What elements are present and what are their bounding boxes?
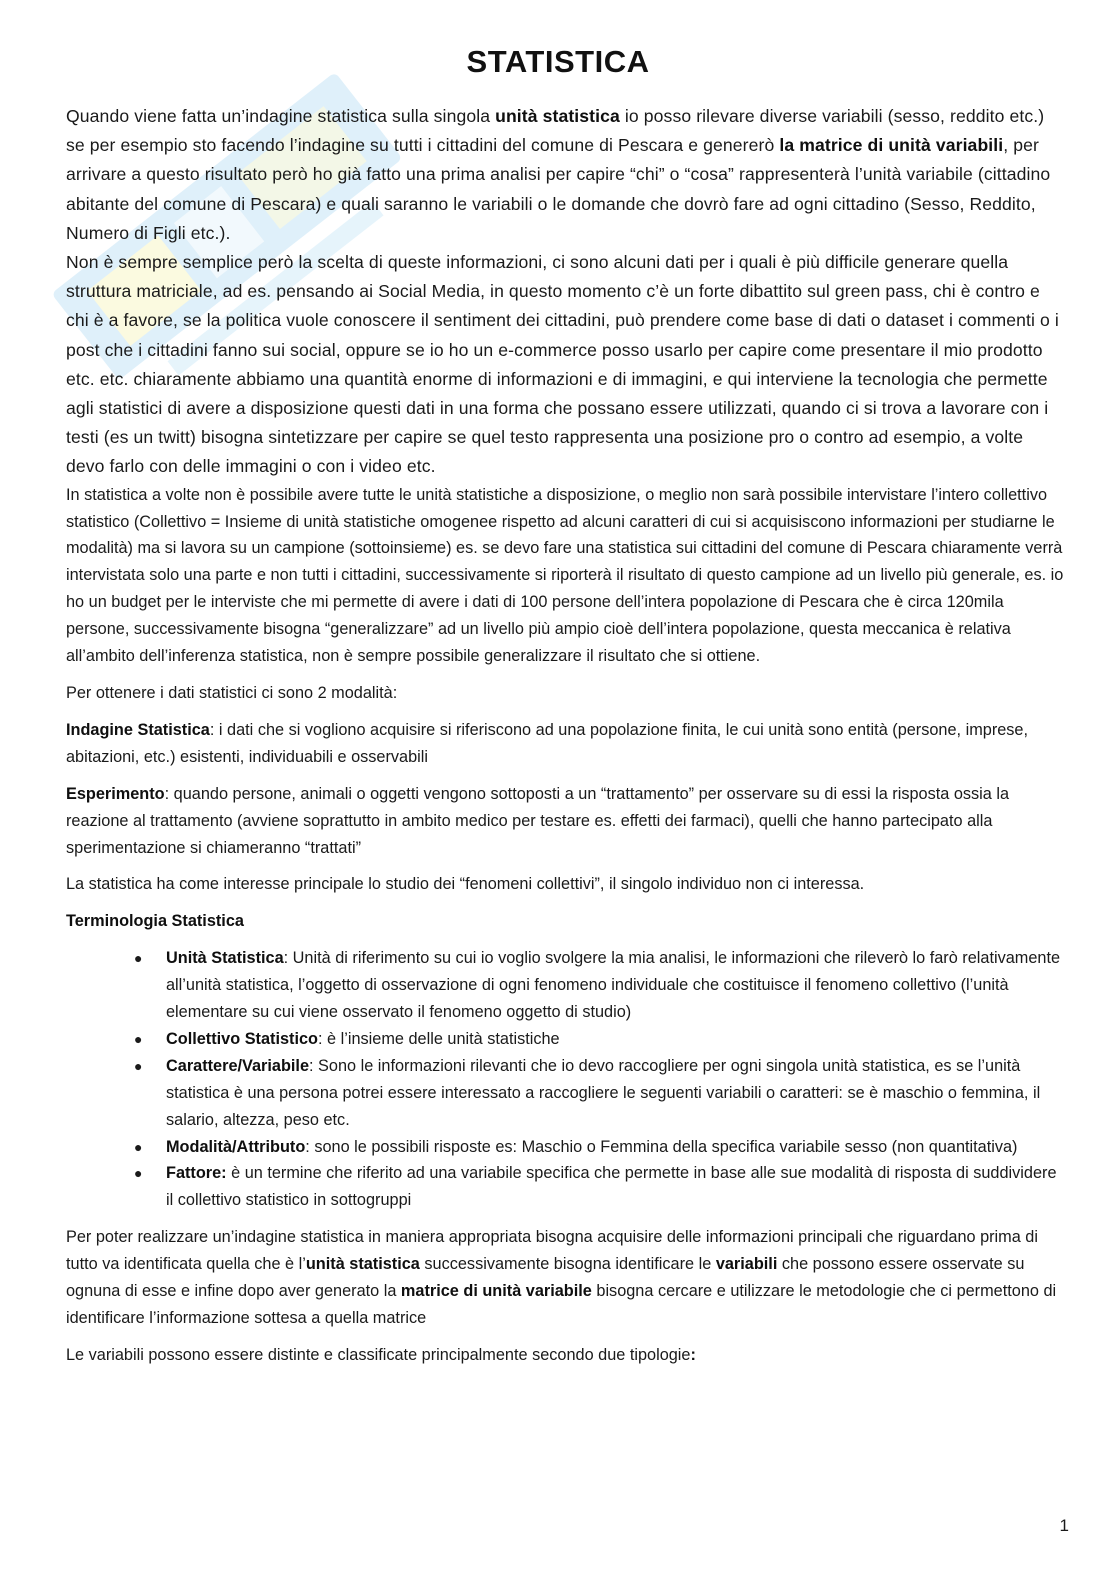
bold-term: Modalità/Attributo <box>166 1137 306 1156</box>
bold-term: unità statistica <box>495 106 620 126</box>
paragraph-indagine-appropriata <box>66 1224 1064 1332</box>
bold-term: Carattere/Variabile <box>166 1056 309 1075</box>
bullet-icon: ● <box>134 1138 143 1155</box>
paragraph-intro <box>66 102 1064 248</box>
paragraph-tipologie <box>66 1342 1064 1369</box>
bold-term: matrice di unità variabile <box>400 1282 592 1301</box>
paragraph-fenomeni-collettivi: La statistica ha come interesse principale lo studio dei “fenomeni collettivi”, il singolo individuo non ci interessa. <box>66 875 865 894</box>
text-run: : quando persone, animali o oggetti vengono sottoposti a un “trattamento” per osservare su di essi la risposta ossia la reazione al trattamento (avviene soprattutto in ambito medico per testare es. effetti dei farmaci), quelli che hanno partecipato alla sperimentazione si chiameranno “trattati” <box>66 784 1010 857</box>
bold-term: la matrice di unità variabili <box>779 135 1004 156</box>
bold-term: Unità Statistica <box>166 949 284 968</box>
text-run: : è l’insieme delle unità statistiche <box>317 1029 560 1048</box>
text-run: io posso rilevare diverse variabili (sesso, reddito etc.) se per esempio sto facendo l’indagine su tutti i cittadini del comune di Pescara e genererò <box>66 106 1045 156</box>
bold-term: : <box>690 1345 696 1364</box>
terminology-list <box>66 945 1064 1214</box>
paragraph-indagine <box>66 717 1064 771</box>
section-heading-terminologia <box>66 908 1064 935</box>
list-item <box>134 1134 1064 1161</box>
paragraph-social-media: Non è sempre semplice però la scelta di queste informazioni, ci sono alcuni dati per i quali è più difficile generare quella struttura matriciale, ad es. pensando ai Social Media, in questo momento c’è un forte dibattito sul green pass, chi è contro e chi è a favore, se la politica vuole conoscere il sentiment dei cittadini, può prendere come base di dati o dataset i commenti o i post che i cittadini fanno sui social, oppure se io ho un e-commerce posso usarlo per capire come presentare il mio prodotto etc. etc. chiaramente abbiamo una quantità enorme di informazioni e di immagini, e qui interviene la tecnologia che permette agli statistici di avere a disposizione questi dati in una forma che possano essere utilizzati, quando ci si trova a lavorare con i testi (es un twitt) bisogna sintetizzare per capire se quel testo rappresenta una posizione pro o contro ad esempio, a volte devo farlo con delle immagini o con i video etc. <box>66 252 1059 477</box>
list-item <box>134 1053 1064 1134</box>
list-item <box>134 1026 1064 1053</box>
bullet-icon: ● <box>134 1165 143 1182</box>
text-run: : Sono le informazioni rilevanti che io devo raccogliere per ogni singola unità statistica, es se l’unità statistica è una persona potrei essere interessato a raccogliere le seguenti variabili o caratteri: se è maschio o femmina, il salario, altezza, peso etc. <box>166 1056 1041 1129</box>
bullet-icon: ● <box>134 1030 143 1047</box>
page-number: 1 <box>1059 1516 1069 1535</box>
text-run: Per poter realizzare un’indagine statistica in maniera appropriata bisogna acquisire delle informazioni principali che riguardano prima di tutto va identificata quella che è l’ <box>66 1228 1038 1274</box>
text-run: , per arrivare a questo risultato però ho già fatto una prima analisi per capire “chi” o “cosa” rappresenterà l’unità variabile (cittadino abitante del comune di Pescara) e quali saranno le variabili o le domande che dovrò fare ad ogni cittadino (Sesso, Reddito, Numero di Figli etc.). <box>66 135 1051 243</box>
text-run: successivamente bisogna identificare le <box>419 1255 716 1274</box>
bold-term: Indagine Statistica <box>66 720 210 739</box>
bold-term: Terminologia Statistica <box>66 912 244 931</box>
list-item <box>134 1160 1064 1214</box>
paragraph-esperimento <box>66 781 1064 862</box>
text-run: bisogna cercare e utilizzare le metodologie che ci permettono di identificare l’informazione sottesa a quella matrice <box>66 1282 1057 1328</box>
bold-term: variabili <box>715 1255 778 1274</box>
text-run: è un termine che riferito ad una variabile specifica che permette in base alle sue modalità di risposta di suddividere il collettivo statistico in sottogruppi <box>166 1164 1057 1210</box>
text-run: Le variabili possono essere distinte e classificate principalmente secondo due tipologie <box>66 1345 691 1364</box>
text-run: : Unità di riferimento su cui io voglio svolgere la mia analisi, le informazioni che rileverò lo farò relativamente all’unità statistica, l’oggetto di osservazione di ogni fenomeno individuale che costituisce il fenomeno collettivo (l’unità elementare su cui viene osservato il fenomeno oggetto di studio) <box>166 949 1061 1022</box>
paragraph-modalita: Per ottenere i dati statistici ci sono 2 modalità: <box>66 683 398 702</box>
bold-term: Fattore: <box>166 1164 227 1183</box>
text-run: Quando viene fatta un’indagine statistica sulla singola <box>66 106 496 126</box>
page-title: STATISTICA <box>466 44 650 79</box>
text-run: che possono essere osservate su ognuna di esse e infine dopo aver generato la <box>66 1255 1025 1301</box>
bold-term: unità statistica <box>305 1255 420 1274</box>
bold-term: Esperimento <box>66 784 165 803</box>
list-item <box>134 945 1064 1026</box>
paragraph-campione: In statistica a volte non è possibile avere tutte le unità statistiche a disposizione, o meglio non sarà possibile intervistare l’intero collettivo statistico (Collettivo = Insieme di unità statistiche omogenee rispetto ad alcuni caratteri di cui si acquisiscono informazioni per studiarne le modalità) ma si lavora su un campione (sottoinsieme) es. se devo fare una statistica sui cittadini del comune di Pescara chiaramente verrà intervistata solo una parte e non tutti i cittadini, successivamente si riporterà il risultato di questo campione ad un livello più generale, es. io ho un budget per le interviste che mi permette di avere i dati di 100 persone dell’intera popolazione di Pescara che è circa 120mila persone, successivamente bisogna “generalizzare” ad un livello più ampio cioè dell’intera popolazione, questa meccanica è relativa all’ambito dell’inferenza statistica, non è sempre possibile generalizzare il risultato che si ottiene. <box>66 485 1064 666</box>
document-body <box>66 102 1064 1369</box>
bullet-icon: ● <box>134 1057 143 1074</box>
bullet-icon: ● <box>134 950 143 967</box>
bold-term: Collettivo Statistico <box>166 1029 318 1048</box>
text-run: : i dati che si vogliono acquisire si riferiscono ad una popolazione finita, le cui unità sono entità (persone, imprese, abitazioni, etc.) esistenti, individuabili e osservabili <box>66 720 1029 766</box>
text-run: : sono le possibili risposte es: Maschio o Femmina della specifica variabile sesso (non quantitativa) <box>305 1137 1018 1156</box>
